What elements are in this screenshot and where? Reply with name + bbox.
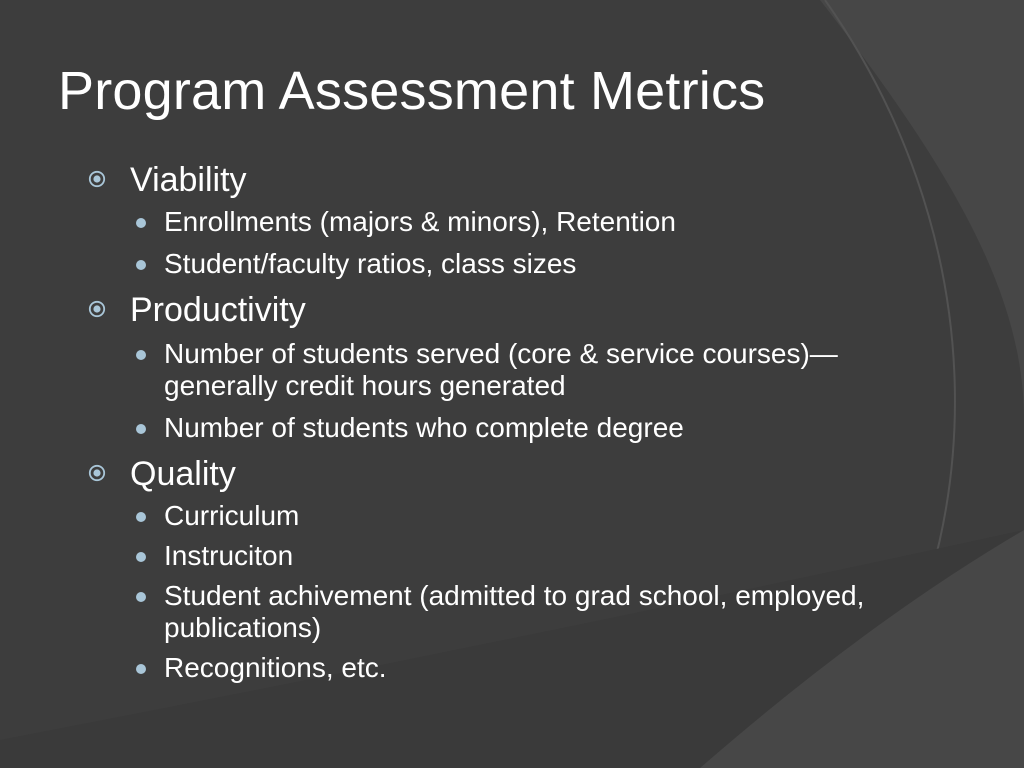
dot-icon (136, 424, 146, 434)
dot-icon (136, 592, 146, 602)
slide-title: Program Assessment Metrics (58, 61, 766, 121)
list-item (84, 412, 884, 444)
list-item-text: Recognitions, etc. (164, 652, 387, 683)
dot-icon (136, 552, 146, 562)
bullet-list (84, 160, 884, 684)
list-item-text: Curriculum (164, 500, 300, 531)
section-label: Productivity (130, 291, 306, 329)
section-productivity (84, 290, 884, 330)
target-circle-icon (88, 300, 106, 318)
dot-icon (136, 218, 146, 228)
section-viability (84, 160, 884, 200)
list-item-text: Student/faculty ratios, class sizes (164, 248, 577, 279)
list-item-text: Number of students served (core & service courses)—generally credit hours generated (164, 338, 838, 401)
list-item-text: Instruciton (164, 540, 294, 571)
list-item (84, 652, 884, 684)
list-item (84, 248, 884, 280)
list-item (84, 500, 884, 532)
dot-icon (136, 512, 146, 522)
list-item (84, 206, 884, 238)
dot-icon (136, 350, 146, 360)
list-item-text: Student achivement (admitted to grad school, employed, publications) (164, 580, 865, 643)
list-item (84, 338, 884, 402)
list-item-text: Number of students who complete degree (164, 412, 684, 443)
section-quality (84, 454, 884, 494)
dot-icon (136, 664, 146, 674)
dot-icon (136, 260, 146, 270)
target-circle-icon (88, 170, 106, 188)
list-item (84, 540, 884, 572)
section-label: Quality (130, 455, 236, 493)
section-label: Viability (130, 161, 247, 199)
list-item-text: Enrollments (majors & minors), Retention (164, 206, 676, 237)
target-circle-icon (88, 464, 106, 482)
list-item (84, 580, 884, 644)
